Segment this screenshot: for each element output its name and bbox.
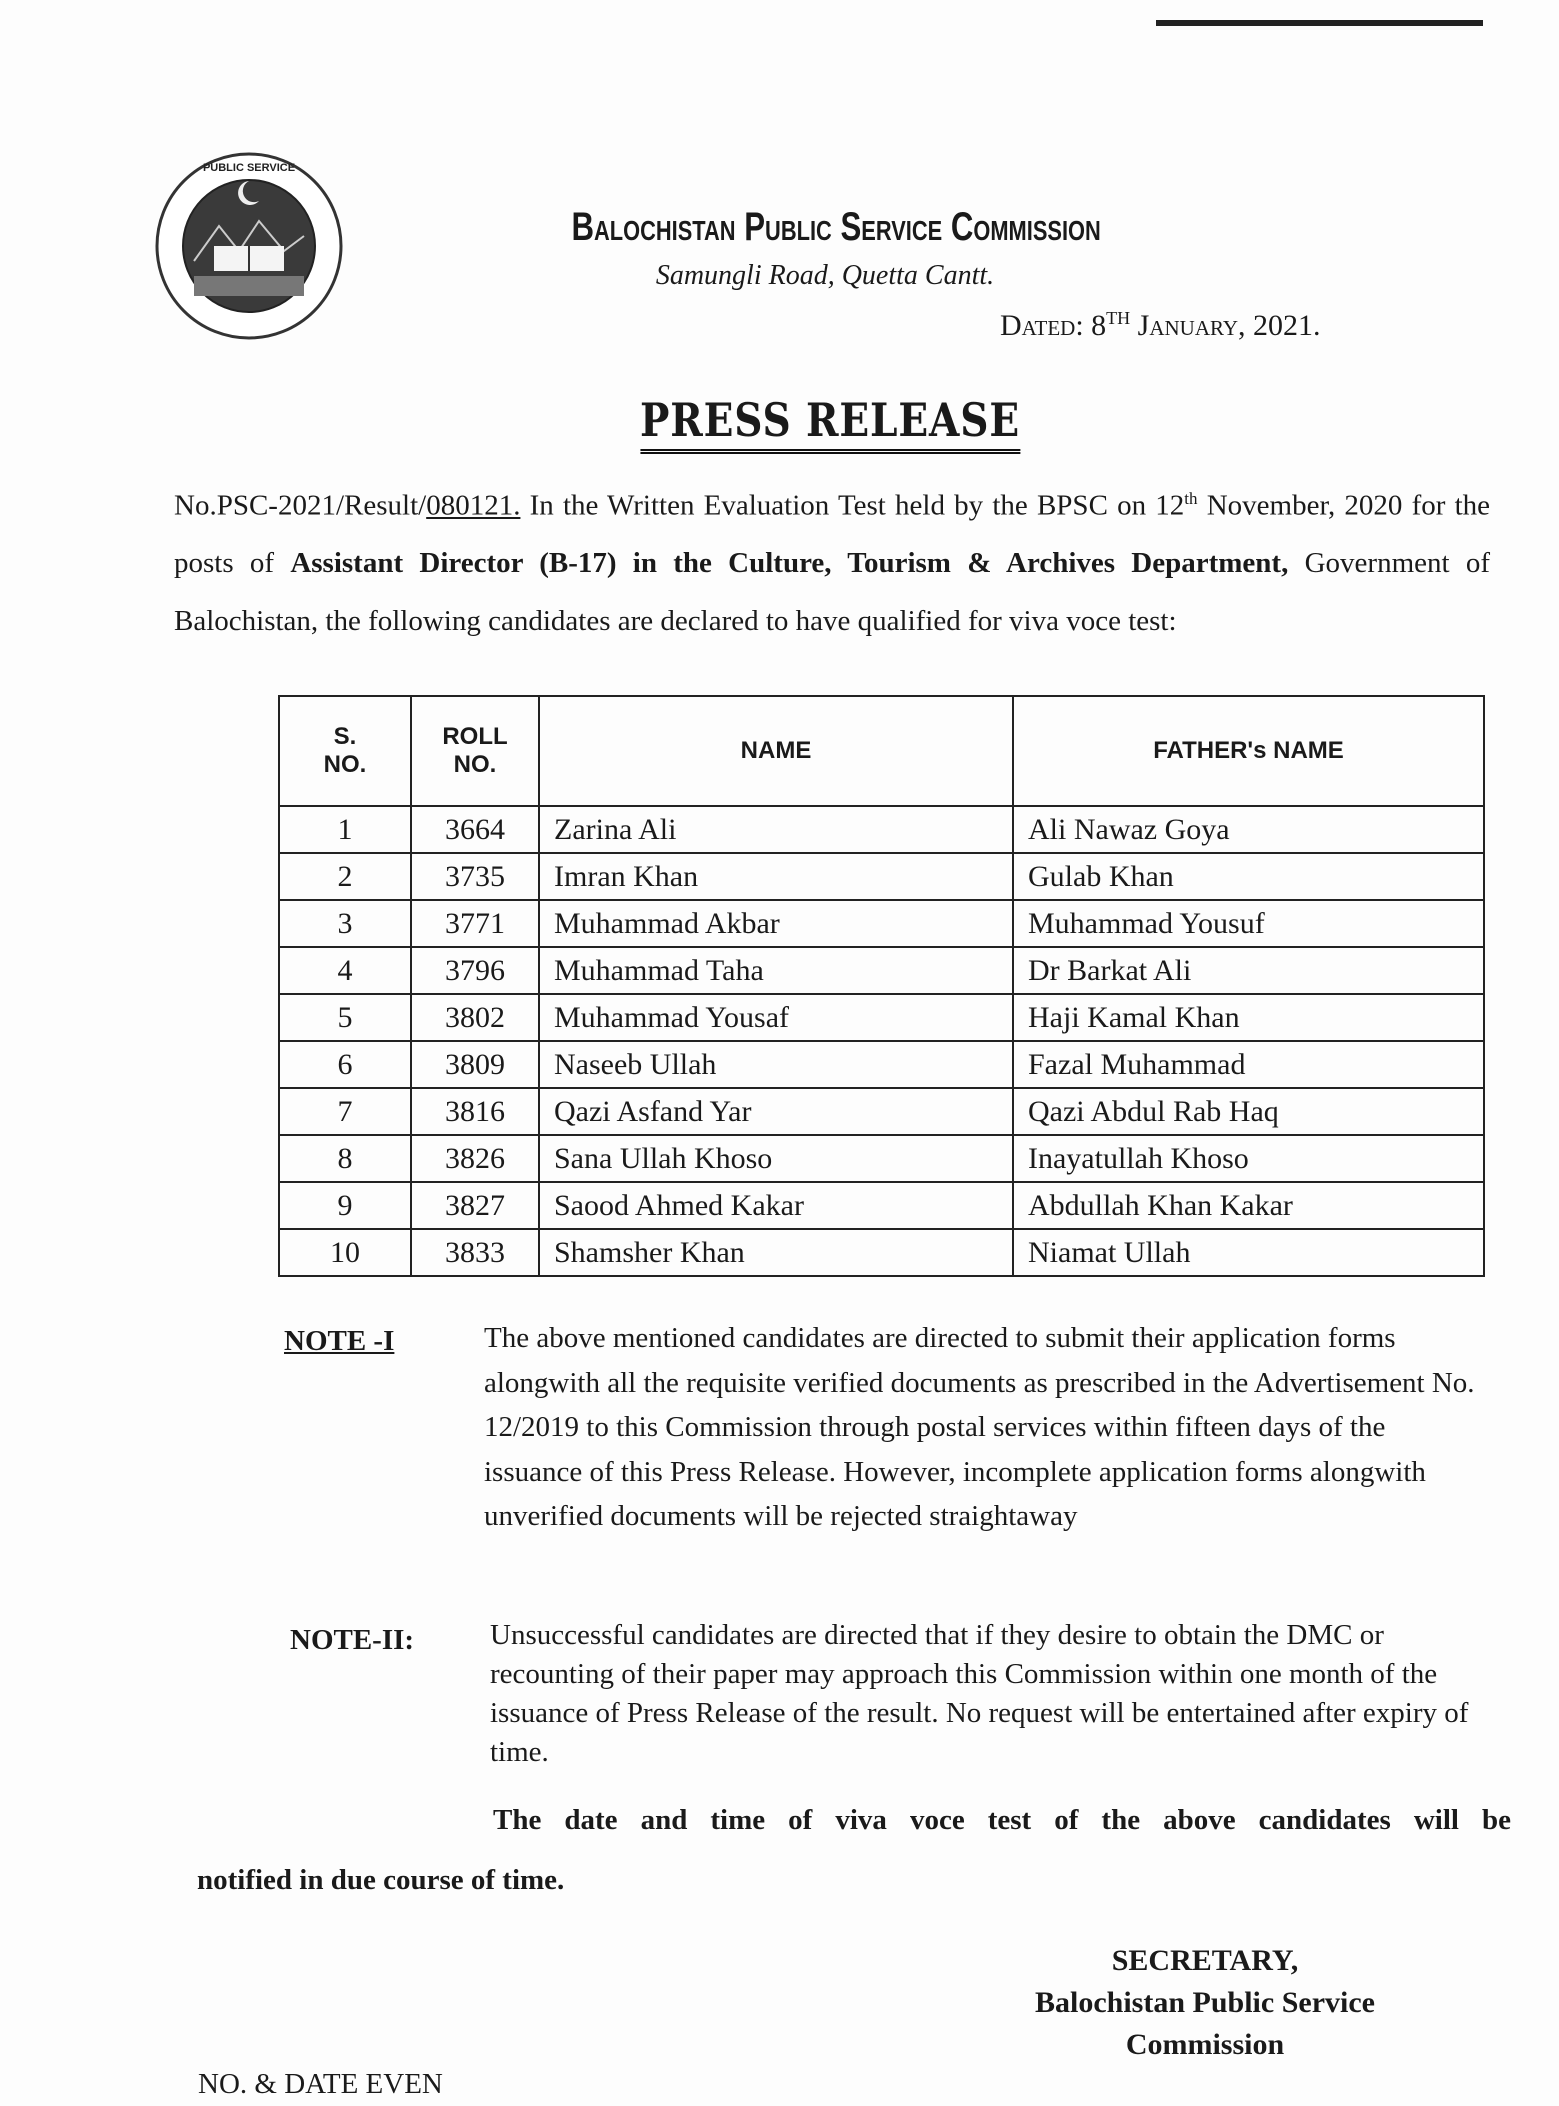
cell-roll: 3809 — [411, 1041, 539, 1088]
signatory-title: SECRETARY, — [1111, 1944, 1299, 1977]
press-release-heading: PRESS RELEASE — [640, 393, 1020, 454]
cell-father: Dr Barkat Ali — [1013, 947, 1484, 994]
footer-reference: NO. & DATE EVEN — [198, 2068, 443, 2100]
cell-roll: 3802 — [411, 994, 539, 1041]
header-sno: S. NO. — [279, 696, 411, 806]
intro-text-2: November, 2020 for the posts of — [174, 489, 1490, 580]
page-title — [635, 393, 1026, 447]
cell-father: Fazal Muhammad — [1013, 1041, 1484, 1088]
cell-roll: 3826 — [411, 1135, 539, 1182]
signatory-org-1: Balochistan Public Service — [1035, 1986, 1375, 2019]
table-row — [279, 853, 1484, 900]
qualified-candidates-table — [278, 695, 1485, 1277]
cell-sno: 4 — [279, 947, 411, 994]
cell-roll: 3827 — [411, 1182, 539, 1229]
note-2-text: Unsuccessful candidates are directed that if they desire to obtain the DMC or recounting of their paper may approach this Commission within one month of the issuance of Press Release of the result. No request will be entertained after expiry of time. — [490, 1619, 1469, 1768]
table-row — [279, 1041, 1484, 1088]
cell-roll: 3816 — [411, 1088, 539, 1135]
dated-suffix: TH — [1106, 308, 1131, 328]
cell-father: Abdullah Khan Kakar — [1013, 1182, 1484, 1229]
signatory-org-2: Commission — [1125, 2028, 1285, 2061]
cell-name: Muhammad Akbar — [539, 900, 1013, 947]
cell-sno: 6 — [279, 1041, 411, 1088]
table-row — [279, 1135, 1484, 1182]
post-title: Assistant Director (B-17) in the Culture, Tourism & Archives Department, — [290, 547, 1289, 580]
cell-name: Saood Ahmed Kakar — [539, 1182, 1013, 1229]
cell-father: Inayatullah Khoso — [1013, 1135, 1484, 1182]
cell-father: Muhammad Yousuf — [1013, 900, 1484, 947]
closing-line-1: The date and time of viva voce test of the above candidates will be — [493, 1804, 1511, 1836]
cell-roll: 3833 — [411, 1229, 539, 1276]
table-row — [279, 1229, 1484, 1276]
cell-father: Haji Kamal Khan — [1013, 994, 1484, 1041]
header-father-name: FATHER's NAME — [1013, 696, 1484, 806]
table-row — [279, 994, 1484, 1041]
dated-rest: January, 2021. — [1137, 309, 1321, 342]
top-rule — [1156, 20, 1483, 26]
table-row — [279, 806, 1484, 853]
cell-roll: 3796 — [411, 947, 539, 994]
ref-prefix: No.PSC-2021/Result/ — [174, 489, 427, 522]
organization-address: Samungli Road, Quetta Cantt. — [655, 260, 995, 291]
bpsc-seal-logo — [154, 151, 344, 341]
note-2-label: NOTE-II: — [290, 1624, 415, 1656]
cell-name: Zarina Ali — [539, 806, 1013, 853]
ref-number: 080121. — [426, 489, 521, 522]
cell-sno: 10 — [279, 1229, 411, 1276]
note-1-text: The above mentioned candidates are directed to submit their application forms alongwith all the requisite verified documents as prescribed in the Advertisement No. 12/2019 to this Commission through postal services within fifteen days of the issuance of this Press Release. However, incomplete application forms alongwith unverified documents will be rejected straightaway — [484, 1322, 1475, 1532]
cell-roll: 3771 — [411, 900, 539, 947]
note-1-label: NOTE -I — [284, 1325, 395, 1357]
intro-text-3: Government of Balochistan, the following candidates are declared to have qualified for viva voce test: — [174, 547, 1490, 637]
signature-block — [1000, 1940, 1410, 2066]
table-row — [279, 1088, 1484, 1135]
cell-sno: 8 — [279, 1135, 411, 1182]
cell-sno: 7 — [279, 1088, 411, 1135]
header-roll: ROLL NO. — [411, 696, 539, 806]
cell-father: Niamat Ullah — [1013, 1229, 1484, 1276]
cell-sno: 9 — [279, 1182, 411, 1229]
table-row — [279, 1182, 1484, 1229]
dated-day: 8 — [1091, 309, 1107, 342]
organization-title: Balochistan Public Service Commission — [571, 205, 1101, 249]
cell-sno: 5 — [279, 994, 411, 1041]
cell-father: Qazi Abdul Rab Haq — [1013, 1088, 1484, 1135]
table-row — [279, 900, 1484, 947]
dated-label: Dated: — [1000, 309, 1084, 342]
cell-sno: 3 — [279, 900, 411, 947]
closing-line-2: notified in due course of time. — [197, 1864, 565, 1896]
intro-paragraph — [174, 470, 1490, 650]
cell-roll: 3735 — [411, 853, 539, 900]
cell-father: Ali Nawaz Goya — [1013, 806, 1484, 853]
cell-roll: 3664 — [411, 806, 539, 853]
cell-name: Naseeb Ullah — [539, 1041, 1013, 1088]
intro-text-1: In the Written Evaluation Test held by the BPSC on 12 — [520, 489, 1185, 522]
svg-text:PUBLIC SERVICE: PUBLIC SERVICE — [202, 162, 296, 174]
header-name: NAME — [539, 696, 1013, 806]
cell-name: Muhammad Taha — [539, 947, 1013, 994]
table-row — [279, 947, 1484, 994]
cell-name: Qazi Asfand Yar — [539, 1088, 1013, 1135]
cell-name: Sana Ullah Khoso — [539, 1135, 1013, 1182]
intro-sup: th — [1184, 489, 1198, 508]
cell-name: Muhammad Yousaf — [539, 994, 1013, 1041]
cell-sno: 2 — [279, 853, 411, 900]
issue-date — [1000, 308, 1430, 343]
cell-sno: 1 — [279, 806, 411, 853]
cell-name: Imran Khan — [539, 853, 1013, 900]
cell-father: Gulab Khan — [1013, 853, 1484, 900]
table-header-row — [279, 696, 1484, 806]
cell-name: Shamsher Khan — [539, 1229, 1013, 1276]
